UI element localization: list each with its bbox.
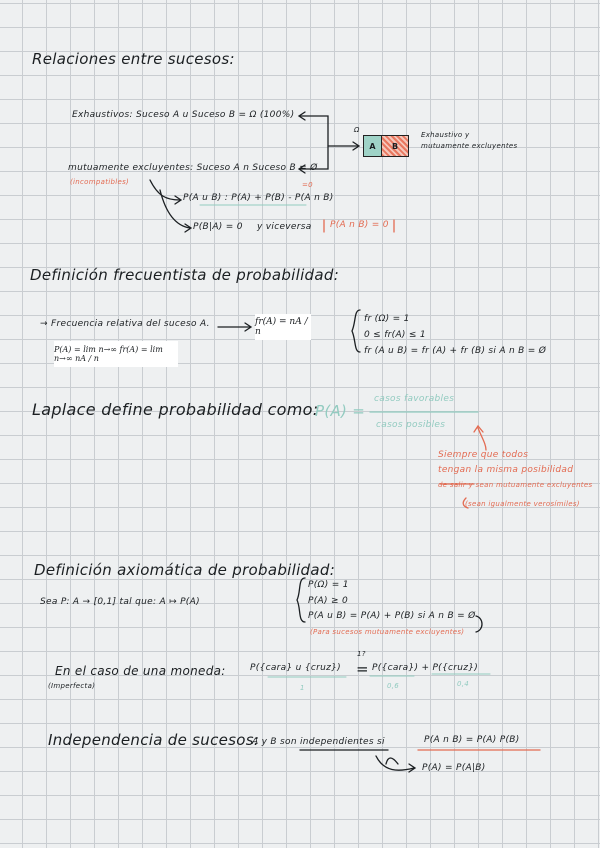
independence-formula: P(A n B) = P(A) P(B) <box>424 735 520 745</box>
coin-val-06: 0,6 <box>387 682 400 690</box>
union-formula: P(A u B) : P(A) + P(B) - P(A n B) <box>183 193 334 203</box>
axiom-1: P(Ω) = 1 <box>308 580 349 590</box>
laplace-note-4: (sean igualmente verosímiles) <box>465 500 580 508</box>
limit-formula: P(A) = lim n→∞ fr(A) = lim n→∞ nA / n <box>54 345 163 363</box>
limit-formula-box <box>54 341 178 367</box>
venn-cell-a <box>363 135 382 157</box>
independence-text: A y B son independientes si <box>252 737 385 747</box>
section-title-axiomatica: Definición axiomática de probabilidad: <box>34 561 336 579</box>
viceversa-text: y viceversa <box>257 222 312 232</box>
laplace-note-1: Siempre que todos <box>438 450 529 460</box>
zero-note: =0 <box>302 181 313 189</box>
fr-formula-box <box>255 314 311 340</box>
mutuamente-line: mutuamente excluyentes: Suceso A n Suceso B = Ø <box>68 163 318 173</box>
venn-cell-b <box>381 135 409 157</box>
cell-a-label: A <box>369 141 376 151</box>
laplace-pa: P(A) = <box>315 402 366 420</box>
section-title-laplace: Laplace define probabilidad como: <box>32 400 319 419</box>
cell-b-label: B <box>391 141 399 151</box>
conditional-formula: P(B|A) = 0 <box>193 222 243 232</box>
imperfecta-note: (Imperfecta) <box>48 682 96 690</box>
independence-condition: P(A) = P(A|B) <box>422 763 486 773</box>
laplace-numerator: casos favorables <box>374 394 455 404</box>
coin-val-04: 0,4 <box>457 680 470 688</box>
omega-label: Ω <box>354 126 360 134</box>
exclusive-note-1: Exhaustivo y <box>421 131 470 139</box>
exclusive-note-2: mutuamente excluyentes <box>421 142 518 150</box>
axiom-2: P(A) ≥ 0 <box>308 596 348 606</box>
prop-3: fr (A u B) = fr (A) + fr (B) si A n B = Ø <box>364 346 547 356</box>
prop-1: fr (Ω) = 1 <box>364 314 410 324</box>
prop-2: 0 ≤ fr(A) ≤ 1 <box>364 330 426 340</box>
incompatibles-note: (incompatibles) <box>70 178 130 186</box>
p-inter-zero: P(A n B) = 0 <box>330 220 389 230</box>
coin-val-one: 1 <box>300 684 305 692</box>
exhaustivos-line: Exhaustivos: Suceso A u Suceso B = Ω (100%) <box>72 110 295 120</box>
section-title-relaciones: Relaciones entre sucesos: <box>32 50 235 68</box>
fr-formula: fr(A) = nA / n <box>255 317 308 337</box>
section-title-frecuentista: Definición frecuentista de probabilidad: <box>30 266 340 284</box>
axiom-note: (Para sucesos mutuamente excluyentes) <box>310 628 465 636</box>
coin-intro: En el caso de una moneda: <box>55 664 226 678</box>
laplace-note-3: de salir y sean mutuamente excluyentes <box>438 481 593 489</box>
sea-line: Sea P: A → [0,1] tal que: A ↦ P(A) <box>40 597 200 607</box>
coin-equals: = <box>356 660 369 678</box>
coin-lhs: P({cara} u {cruz}) <box>250 663 341 673</box>
coin-rhs: P({cara}) + P({cruz}) <box>372 663 479 673</box>
laplace-denominator: casos posibles <box>376 420 446 430</box>
section-title-independencia: Independencia de sucesos: <box>48 731 260 749</box>
axiom-3: P(A u B) = P(A) + P(B) si A n B = Ø <box>308 611 476 621</box>
laplace-note-2: tengan la misma posibilidad <box>438 465 574 475</box>
freq-text: → Frecuencia relativa del suceso A. <box>40 319 210 329</box>
coin-question: 1? <box>357 650 366 658</box>
